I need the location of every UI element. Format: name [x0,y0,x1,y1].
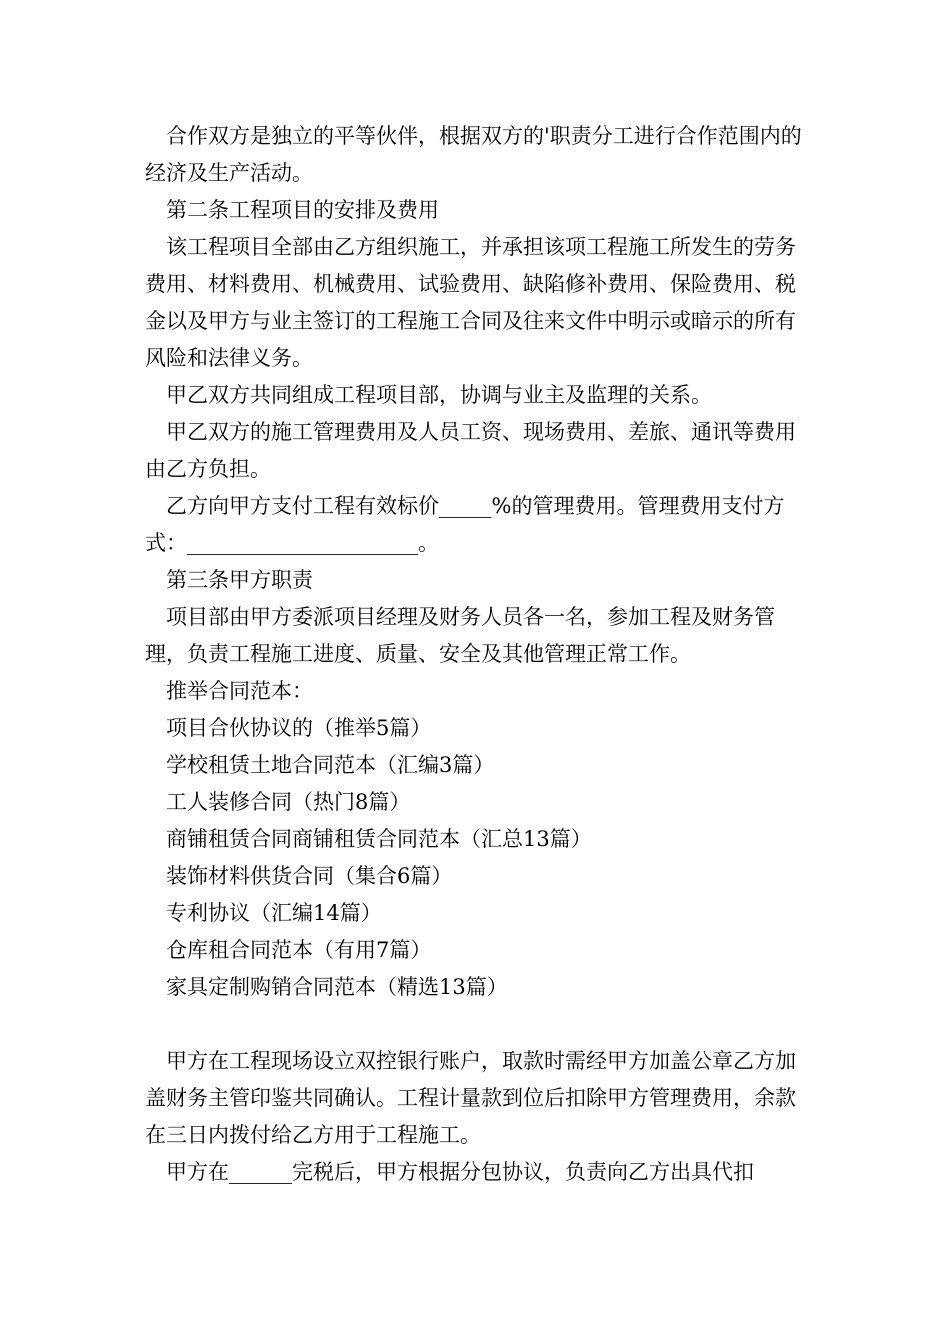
paragraph-costs: 该工程项目全部由乙方组织施工，并承担该项工程施工所发生的劳务费用、材料费用、机械费用、试验费用、缺陷修补费用、保险费用、税金以及甲方与业主签订的工程施工合同及往来文件中明示或暗示的所有风险和法律义务。 [145,235,796,370]
document-body [145,118,810,1191]
recommended-link-7[interactable]: 仓库租合同范本（有用7篇） [166,938,432,962]
heading-article-3: 第三条甲方职责 [166,568,313,592]
recommended-link-1[interactable]: 项目合伙协议的（推举5篇） [166,716,432,740]
paragraph-tax: 甲方在______完税后，甲方根据分包协议，负责向乙方出具代扣 [166,1160,754,1184]
paragraph-management-fees: 甲乙双方的施工管理费用及人员工资、现场费用、差旅、通讯等费用由乙方负担。 [145,420,796,481]
section-gap [145,1006,810,1043]
recommended-link-6[interactable]: 专利协议（汇编14篇） [166,901,382,925]
paragraph-party-a-duties: 项目部由甲方委派项目经理及财务人员各一名，参加工程及财务管理，负责工程施工进度、质量、安全及其他管理正常工作。 [145,605,775,666]
recommended-link-8[interactable]: 家具定制购销合同范本（精选13篇） [166,975,508,999]
recommended-heading: 推举合同范本： [166,679,313,703]
recommended-link-4[interactable]: 商铺租赁合同商铺租赁合同范本（汇总13篇） [166,827,592,851]
recommended-link-2[interactable]: 学校租赁土地合同范本（汇编3篇） [166,753,495,777]
heading-article-2: 第二条工程项目的安排及费用 [166,198,439,222]
paragraph-payment: 乙方向甲方支付工程有效标价_____%的管理费用。管理费用支付方式：______________________。 [145,494,785,555]
paragraph-project-dept: 甲乙双方共同组成工程项目部，协调与业主及监理的关系。 [166,383,712,407]
paragraph-bank-account: 甲方在工程现场设立双控银行账户，取款时需经甲方加盖公章乙方加盖财务主管印鉴共同确认。工程计量款到位后扣除甲方管理费用，余款在三日内拨付给乙方用于工程施工。 [145,1049,796,1147]
recommended-link-3[interactable]: 工人装修合同（热门8篇） [166,790,411,814]
paragraph-cooperation: 合作双方是独立的平等伙伴，根据双方的'职责分工进行合作范围内的经济及生产活动。 [145,124,802,185]
recommended-link-5[interactable]: 装饰材料供货合同（集合6篇） [166,864,453,888]
